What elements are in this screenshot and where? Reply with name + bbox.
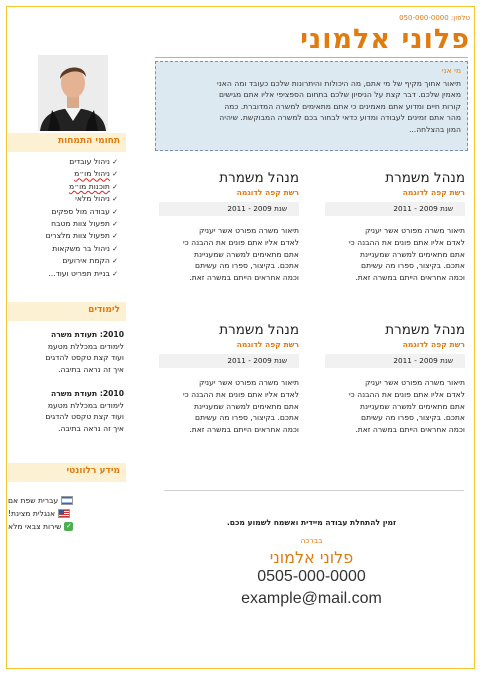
us-flag-icon xyxy=(58,509,70,518)
job-company: רשת קפה לדוגמה xyxy=(236,340,299,349)
job-title: מנהל משמרת xyxy=(385,170,465,186)
skills-list xyxy=(8,156,118,280)
job-desc-line: אתם מתאימים למשרה שמעניינת xyxy=(359,401,465,411)
job-desc-line: לאדם אליו אתם פונים את ההבנה כי xyxy=(348,237,465,247)
education-line: לימודים במכללת מטעמ xyxy=(47,400,124,410)
job-desc-line: וכמה אחראים הייתם במשרה זאת. xyxy=(355,425,465,435)
education-line: ועוד קצת טקסט להדגים xyxy=(45,353,124,363)
profile-photo xyxy=(38,55,108,131)
education-heading-line: 2010: תעודת משרה xyxy=(50,330,124,339)
job-description xyxy=(325,377,465,436)
education-line: ועוד קצת טקסט להדגים xyxy=(45,412,124,422)
job-desc-line: אתם מתאימים למשרה שמעניינת xyxy=(193,249,299,259)
signature-name: פלוני אלמוני xyxy=(269,548,354,567)
about-box xyxy=(155,61,468,151)
info-text: אנגלית מצינת! xyxy=(8,509,56,518)
regards-text: בברכה xyxy=(300,536,323,545)
job-title: מנהל משמרת xyxy=(385,322,465,338)
job-desc-line: לאדם אליו אתם פונים את ההבנה כי xyxy=(182,237,299,247)
checkmark-icon: ✓ xyxy=(66,522,72,530)
job-description xyxy=(325,225,465,284)
job-description xyxy=(159,225,299,284)
job-title: מנהל משמרת xyxy=(219,170,299,186)
list-item: ✓ הקמת אירועים xyxy=(8,255,118,267)
job-desc-line: תיאור משרה מפורט אשר יעניק xyxy=(364,378,465,387)
job-entry xyxy=(159,170,299,284)
job-desc-line: לאדם אליו אתם פונים את ההבנה כי xyxy=(348,389,465,399)
header-phone: 050-000-0000 :טלפון xyxy=(399,14,470,22)
list-item xyxy=(8,181,118,193)
job-desc-line: אתם מתאימים למשרה שמעניינת xyxy=(359,249,465,259)
footer-divider xyxy=(164,490,464,491)
about-line: המון בהצלחה... xyxy=(408,124,461,134)
job-title: מנהל משמרת xyxy=(219,322,299,338)
education-heading-line: 2010: תעודת משרה xyxy=(50,389,124,398)
list-item xyxy=(8,168,118,180)
info-text: עברית שפת אם xyxy=(8,496,59,505)
job-company: רשת קפה לדוגמה xyxy=(402,340,465,349)
job-desc-line: תיאור משרה מפורט אשר יעניק xyxy=(198,378,299,387)
contact-phone: 0505-000-0000 xyxy=(257,568,366,585)
job-desc-line: אתם מתאימים למשרה שמעניינת xyxy=(193,401,299,411)
about-line: תיאור אחוך מקיף של מי אתם, מה היכולות והיתרונות שלכם כעובד ומה האני xyxy=(217,78,461,88)
education-line: איך זה נראה בתיבה. xyxy=(58,364,124,374)
education-item xyxy=(8,388,124,434)
job-desc-line: אתכם. בקיצור, ספרו מה עשיתם xyxy=(195,413,299,423)
list-item: ✓ ניהול עובדים xyxy=(8,156,118,168)
info-heading: מידע רלוונטי xyxy=(8,463,126,482)
info-text: שירות צבאי מלא xyxy=(8,522,62,531)
list-item xyxy=(8,507,120,520)
job-dates: שנת 2009 - 2011 xyxy=(159,354,299,368)
job-dates: שנת 2009 - 2011 xyxy=(325,202,465,216)
info-list xyxy=(8,494,120,533)
job-desc-line: אתכם. בקיצור, ספרו מה עשיתם xyxy=(361,261,465,271)
job-entry xyxy=(325,170,465,284)
skills-heading: תחומי התמחות xyxy=(8,133,126,152)
about-line: קורות חיים ומדוע אתם מאמינים כי אתם מתאימים למשרה המדוברת. כמה xyxy=(224,101,461,111)
skill-text: תוכנות מו״מ xyxy=(69,181,110,191)
job-desc-line: תיאור משרה מפורט אשר יעניק xyxy=(198,226,299,235)
contact-email[interactable]: example@mail.com xyxy=(241,590,382,607)
job-desc-line: וכמה אחראים הייתם במשרה זאת. xyxy=(355,273,465,283)
list-item: ✓ ניהול מלאי xyxy=(8,193,118,205)
job-desc-line: לאדם אליו אתם פונים את ההבנה כי xyxy=(182,389,299,399)
page-title: פלוני אלמוני xyxy=(300,24,470,55)
education-item xyxy=(8,329,124,375)
closing-text: זמין להתחלת עבודה מיידית ואשמח לשמוע מכם. xyxy=(226,518,397,527)
job-desc-line: וכמה אחראים הייתם במשרה זאת. xyxy=(189,273,299,283)
job-dates: שנת 2009 - 2011 xyxy=(159,202,299,216)
job-company: רשת קפה לדוגמה xyxy=(236,188,299,197)
list-item xyxy=(8,520,120,533)
job-desc-line: אתכם. בקיצור, ספרו מה עשיתם xyxy=(195,261,299,271)
job-description xyxy=(159,377,299,436)
israel-flag-icon xyxy=(61,496,73,505)
list-item: ✓ בניית תפריט ועוד... xyxy=(8,268,118,280)
about-title: מי אני xyxy=(441,66,461,75)
job-desc-line: אתכם. בקיצור, ספרו מה עשיתם xyxy=(361,413,465,423)
education-heading: לימודים xyxy=(8,302,126,321)
list-item: ✓ ניהול בר משקאות xyxy=(8,243,118,255)
about-line: מהר אתם זמינים לעבודה ומדוע כדאי לבחור בכם למשרה המבוקשת. שיהיה xyxy=(219,113,461,123)
skill-text: ניהול מו״מ xyxy=(74,169,110,179)
list-item: ✓ עבודה מול ספקים xyxy=(8,206,118,218)
education-line: לימודים במכללת מטעמ xyxy=(47,341,124,351)
about-line: מאמין שלכם. דבר קצת על הניסיון שלכם בתחום הספציפי אליו אתם מגישים xyxy=(219,90,461,100)
job-dates: שנת 2009 - 2011 xyxy=(325,354,465,368)
header-divider xyxy=(155,57,468,58)
job-desc-line: תיאור משרה מפורט אשר יעניק xyxy=(364,226,465,235)
job-company: רשת קפה לדוגמה xyxy=(402,188,465,197)
list-item: ✓ תפעול צוות מטבח xyxy=(8,218,118,230)
list-item: ✓ תפעול צוות מלצרים xyxy=(8,230,118,242)
job-entry xyxy=(159,322,299,436)
list-item xyxy=(8,494,120,507)
job-desc-line: וכמה אחראים הייתם במשרה זאת. xyxy=(189,425,299,435)
job-entry xyxy=(325,322,465,436)
education-line: איך זה נראה בתיבה. xyxy=(58,423,124,433)
